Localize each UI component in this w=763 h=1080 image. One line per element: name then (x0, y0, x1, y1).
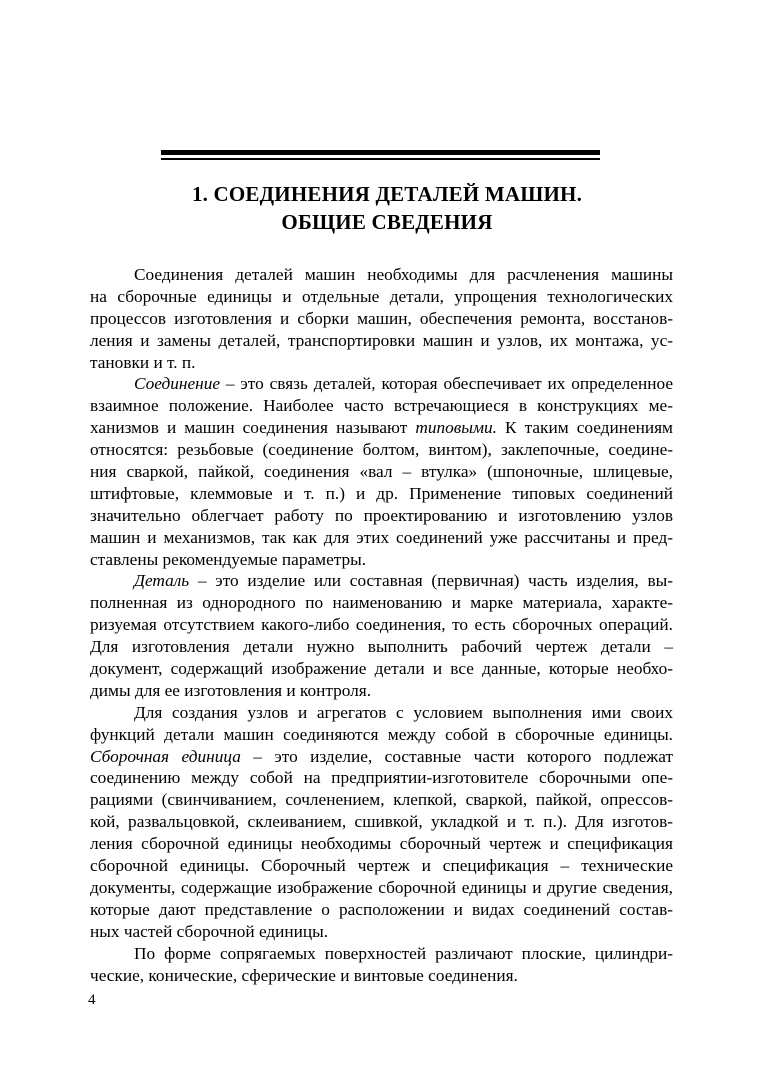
paragraph-4-line-1: Для создания узлов и агрегатов с условием выполнения ими своих (134, 702, 673, 722)
paragraph-2-line-7: значительно облегчает работу по проектированию и изготовлению узлов (90, 505, 673, 525)
paragraph-4-line-8: сборочной единицы. Сборочный чертеж и спецификация – технические (90, 856, 673, 876)
header-rule-thin (161, 158, 600, 160)
paragraph-1-line-2: на сборочные единицы и отдельные детали, упрощения технологических (90, 286, 673, 306)
paragraph-2-line-5: ния сваркой, пайкой, соединения «вал – втулка» (шпоночные, шлицевые, (90, 462, 673, 482)
paragraph-3-line-2: полненная из однородного по наименованию и марке материала, характе- (90, 593, 673, 613)
paragraph-2-line-2: взаимное положение. Наиболее часто встречающиеся в конструкциях ме- (90, 396, 673, 416)
chapter-title-line-1: 1. СОЕДИНЕНИЯ ДЕТАЛЕЙ МАШИН. (191, 182, 583, 206)
chapter-title-line-2: ОБЩИЕ СВЕДЕНИЯ (281, 210, 493, 234)
paragraph-2-line-6: штифтовые, клеммовые и т. п.) и др. Применение типовых соединений (90, 483, 673, 503)
paragraph-4-line-11: ных частей сборочной единицы. (90, 921, 329, 941)
paragraph-4-line-6: кой, развальцовкой, склеиванием, сшивкой, укладкой и т. п.). Для изготов- (90, 812, 673, 832)
paragraph-4-line-4: соединению между собой на предприятии-изготовителе сборочными опе- (90, 768, 673, 788)
paragraph-3-line-3: ризуемая отсутствием какого-либо соединения, то есть сборочных операций. (90, 615, 673, 635)
paragraph-3-line-1: Деталь – это изделие или составная (первичная) часть изделия, вы- (134, 571, 673, 591)
paragraph-5-line-2: ческие, конические, сферические и винтовые соединения. (90, 965, 518, 985)
term-sborochnaya-edinitsa: Сборочная единица (90, 746, 241, 766)
chapter-title (100, 180, 674, 236)
paragraph-1-line-3: процессов изготовления и сборки машин, обеспечения ремонта, восстанов- (90, 308, 673, 328)
body-text (90, 264, 673, 986)
term-detal: Деталь (134, 571, 190, 591)
paragraph-2-line-1: Соединение – это связь деталей, которая обеспечивает их определенное (134, 374, 673, 394)
header-rule-thick (161, 150, 600, 155)
paragraph-2-line-9: ставлены рекомендуемые параметры. (90, 549, 367, 569)
paragraph-5-line-1: По форме сопрягаемых поверхностей различают плоские, цилиндри- (134, 943, 673, 963)
paragraph-4-line-7: ления сборочной единицы необходимы сборочный чертеж и спецификация (90, 834, 673, 854)
paragraph-4-line-9: документы, содержащие изображение сборочной единицы и другие сведения, (90, 877, 673, 897)
paragraph-4-line-5: рациями (свинчиванием, сочленением, клепкой, сваркой, пайкой, опрессов- (90, 790, 673, 810)
paragraph-4-line-10: которые дают представление о расположении и видах соединений состав- (90, 899, 673, 919)
paragraph-2-line-3: ханизмов и машин соединения называют типовыми. К таким соединениям (90, 418, 673, 438)
paragraph-4-line-2: функций детали машин соединяются между собой в сборочные единицы. (90, 724, 673, 744)
paragraph-3-line-4: Для изготовления детали нужно выполнить рабочий чертеж детали – (90, 637, 673, 657)
paragraph-1-line-5: тановки и т. п. (90, 352, 196, 372)
paragraph-1-line-1: Соединения деталей машин необходимы для расчленения машины (134, 265, 673, 284)
paragraph-1-line-4: ления и замены деталей, транспортировки машин и узлов, их монтажа, ус- (90, 330, 673, 350)
paragraph-3-line-5: документ, содержащий изображение детали и все данные, которые необхо- (90, 659, 673, 679)
term-tipovymi: типовыми. (415, 418, 497, 438)
term-soedinenie: Соединение (134, 374, 221, 394)
paragraph-2-line-8: машин и механизмов, так как для этих соединений уже рассчитаны и пред- (90, 527, 673, 547)
page-number: 4 (88, 992, 96, 1008)
header-double-rule (161, 150, 600, 160)
paragraph-4-line-3: Сборочная единица – это изделие, составные части которого подлежат (90, 746, 673, 766)
paragraph-3-line-6: димы для ее изготовления и контроля. (90, 680, 372, 700)
paragraph-2-line-4: относятся: резьбовые (соединение болтом, винтом), заклепочные, соедине- (90, 440, 673, 460)
